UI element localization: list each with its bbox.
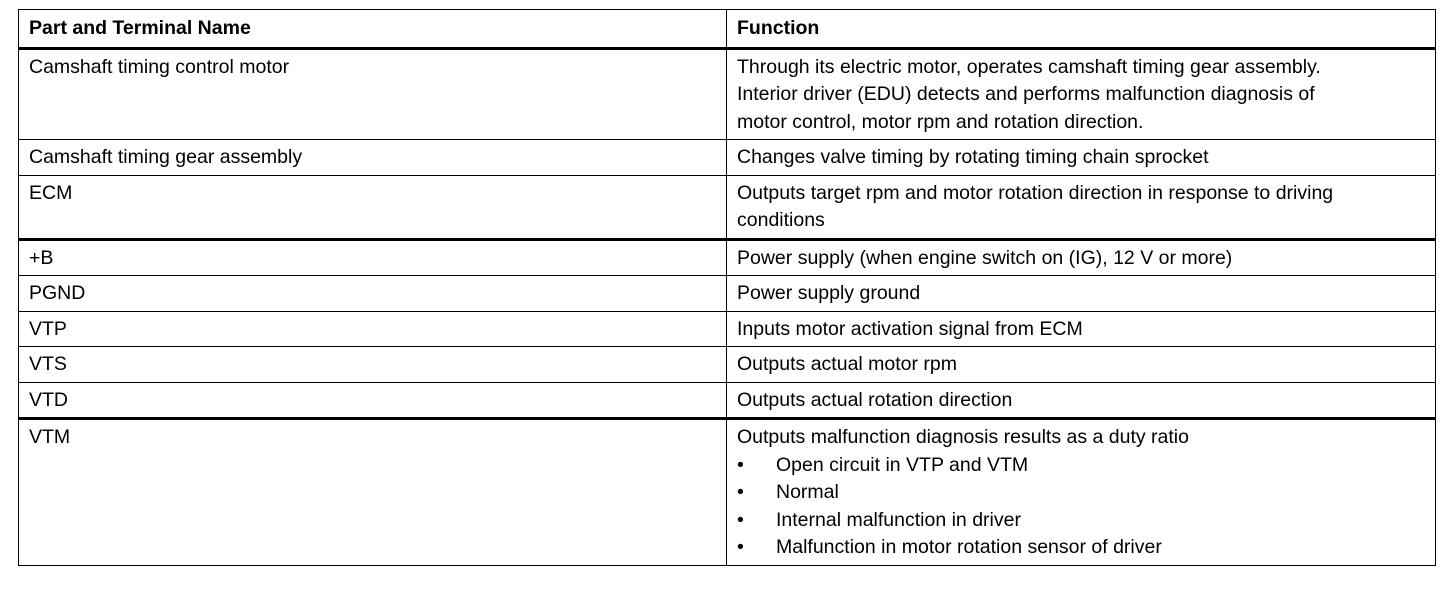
table-row xyxy=(19,140,1436,176)
header-part-terminal-name: Part and Terminal Name xyxy=(19,10,727,49)
function-cell xyxy=(727,276,1436,312)
list-item-text: Malfunction in motor rotation sensor of driver xyxy=(776,536,1162,558)
table-row xyxy=(19,239,1436,276)
function-text: Interior driver (EDU) detects and performs malfunction diagnosis of xyxy=(737,83,1315,105)
bullet-marker: • xyxy=(737,536,744,558)
function-text: Power supply (when engine switch on (IG), 12 V or more) xyxy=(737,246,1233,269)
function-cell xyxy=(727,140,1436,176)
table-row xyxy=(19,276,1436,312)
function-text: Outputs malfunction diagnosis results as a duty ratio xyxy=(737,426,1189,448)
list-item xyxy=(737,534,1425,562)
list-item xyxy=(737,507,1425,535)
bullet-marker: • xyxy=(737,453,744,476)
part-name-cell: VTM xyxy=(19,419,727,566)
list-item-text: Normal xyxy=(776,481,839,503)
parts-function-table xyxy=(18,9,1436,566)
table-row xyxy=(19,419,1436,566)
part-name-cell: ECM xyxy=(19,175,727,239)
list-item-text: Internal malfunction in driver xyxy=(776,508,1021,531)
table-row xyxy=(19,175,1436,239)
duty-ratio-bullet-list xyxy=(737,452,1425,562)
function-text: Outputs target rpm and motor rotation direction in response to driving xyxy=(737,181,1334,204)
list-item xyxy=(737,479,1425,507)
part-name-cell: Camshaft timing gear assembly xyxy=(19,140,727,176)
part-name-cell: VTP xyxy=(19,311,727,347)
part-name-cell: VTD xyxy=(19,382,727,419)
bullet-marker: • xyxy=(737,508,744,531)
bullet-marker: • xyxy=(737,481,744,503)
function-cell xyxy=(727,347,1436,383)
table-row xyxy=(19,48,1436,140)
list-item-text: Open circuit in VTP and VTM xyxy=(776,453,1029,476)
part-name-cell: PGND xyxy=(19,276,727,312)
function-text: motor control, motor rpm and rotation direction. xyxy=(737,110,1144,133)
function-cell xyxy=(727,311,1436,347)
function-text: Power supply ground xyxy=(737,282,921,304)
table-row xyxy=(19,382,1436,419)
part-name-cell: Camshaft timing control motor xyxy=(19,48,727,140)
function-cell xyxy=(727,175,1436,239)
function-cell xyxy=(727,382,1436,419)
part-name-cell: VTS xyxy=(19,347,727,383)
list-item xyxy=(737,452,1425,480)
function-text: Inputs motor activation signal from ECM xyxy=(737,317,1083,340)
function-text: Through its electric motor, operates camshaft timing gear assembly. xyxy=(737,55,1321,78)
table-row xyxy=(19,311,1436,347)
function-cell xyxy=(727,419,1436,566)
function-cell xyxy=(727,48,1436,140)
table-row xyxy=(19,347,1436,383)
function-cell xyxy=(727,239,1436,276)
part-name-cell: +B xyxy=(19,239,727,276)
function-text: Outputs actual rotation direction xyxy=(737,388,1013,411)
function-text: conditions xyxy=(737,209,825,231)
header-function: Function xyxy=(727,10,1436,49)
table-header-row xyxy=(19,10,1436,49)
function-text: Outputs actual motor rpm xyxy=(737,353,958,375)
function-text: Changes valve timing by rotating timing chain sprocket xyxy=(737,146,1209,168)
